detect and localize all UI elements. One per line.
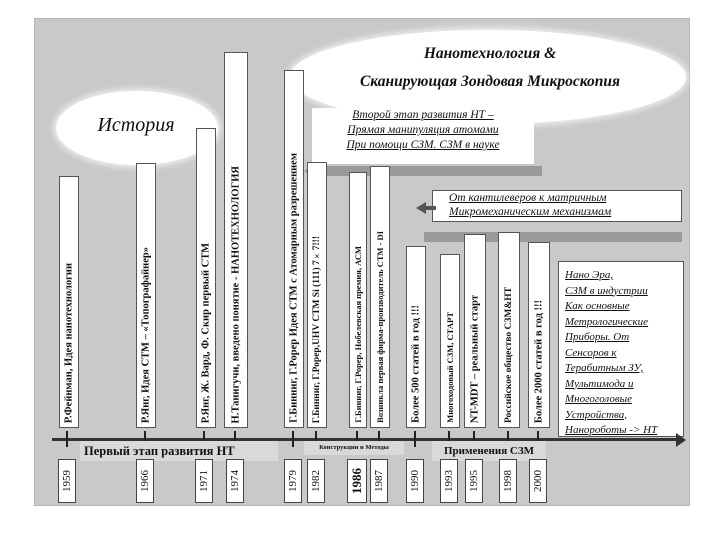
second-stage-line-1: Второй этап развития НТ – <box>352 109 494 121</box>
event-1986: Г.Бинниг, Г.Рорер, Нобелевская премия, АСМ <box>349 172 367 428</box>
diagram-title <box>300 40 680 96</box>
year-label: 1974 <box>226 459 244 503</box>
second-stage-line-3: При помощи СЗМ. СЗМ в науке <box>346 139 500 151</box>
micromechanics-box <box>432 190 682 222</box>
micro-bar <box>424 232 682 242</box>
history-heading: История <box>97 114 175 136</box>
event-1971: Р.Янг, Ж. Вард, Ф. Скир первый СТМ <box>196 128 216 428</box>
micro-line-2: Микромеханическим механизмам <box>449 206 612 218</box>
event-1993: Многоходовый СЗМ, СТАРТ <box>440 254 460 428</box>
first-stage-label: Первый этап развития НТ <box>80 441 278 461</box>
second-stage-line-2: Прямая манипуляция атомами <box>347 124 499 136</box>
micro-arrow-icon <box>416 202 426 214</box>
nano-line: Нанороботы -> НТ <box>565 424 658 436</box>
year-label: 1998 <box>499 459 517 503</box>
event-1990: Более 500 статей в год !!! <box>406 246 426 428</box>
nano-line: Сенсоров к <box>565 346 617 359</box>
year-label: 1982 <box>307 459 325 503</box>
year-label: 1966 <box>136 459 154 503</box>
micro-line-1: От кантилеверов к матричным <box>449 192 607 204</box>
nano-line: Мультимода и <box>565 377 634 390</box>
timeline-tick <box>292 431 294 447</box>
year-label: 1971 <box>195 459 213 503</box>
event-1982: Г.Бинниг, Г.Рорер,UHV СТМ Si (111) 7×7!!! <box>307 162 327 428</box>
nano-line: Терабитным ЗУ, <box>565 362 644 374</box>
year-label: 2000 <box>529 459 547 503</box>
nano-era-box <box>558 261 684 437</box>
event-1979: Г.Бинниг, Г.Рорер Идея СТМ с Атомарным разрешением <box>284 70 304 428</box>
nano-line: Многоголовые <box>565 393 632 405</box>
title-line-1: Нанотехнология & <box>423 45 557 62</box>
event-1966: Р.Янг, Идея СТМ – «Топографайнер» <box>136 163 156 428</box>
year-label: 1995 <box>465 459 483 503</box>
event-1974: Н.Танигучи, введено понятие - НАНОТЕХНОЛОГИЯ <box>224 52 248 428</box>
title-line-2: Сканирующая Зондовая Микроскопия <box>359 73 621 90</box>
event-1995: NT-MDT – реальный старт <box>464 234 486 428</box>
event-2000: Более 2000 статей в год !!! <box>528 242 550 428</box>
timeline-tick <box>66 431 68 447</box>
event-1998: Российское общество СЗМ&НТ <box>498 232 520 428</box>
nano-line: Метрологические <box>565 315 649 328</box>
nano-line: Устройства, <box>565 408 627 421</box>
micro-connector <box>426 206 436 210</box>
timeline-tick <box>414 431 416 447</box>
event-1959: Р.Фейнман, Идея нанотехнологии <box>59 176 79 428</box>
nano-line: Приборы. От <box>565 331 630 343</box>
second-stage-bar <box>312 166 542 176</box>
construct-stage-label: Конструкции и Методы <box>304 441 404 455</box>
timeline-arrow-icon <box>676 433 686 447</box>
nano-line: СЗМ в индустрии <box>565 284 648 297</box>
applications-stage-label: Применения СЗМ <box>432 441 546 461</box>
event-1987: Возникла первая фирма-производитель СТМ - DI <box>370 166 390 428</box>
year-label: 1986 <box>347 459 367 503</box>
year-label: 1959 <box>58 459 76 503</box>
year-label: 1993 <box>440 459 458 503</box>
year-label: 1987 <box>370 459 388 503</box>
second-stage-box <box>312 108 534 164</box>
year-label: 1990 <box>406 459 424 503</box>
nano-line: Как основные <box>565 300 630 312</box>
nano-line: Нано Эра, <box>565 269 614 281</box>
year-label: 1979 <box>284 459 302 503</box>
